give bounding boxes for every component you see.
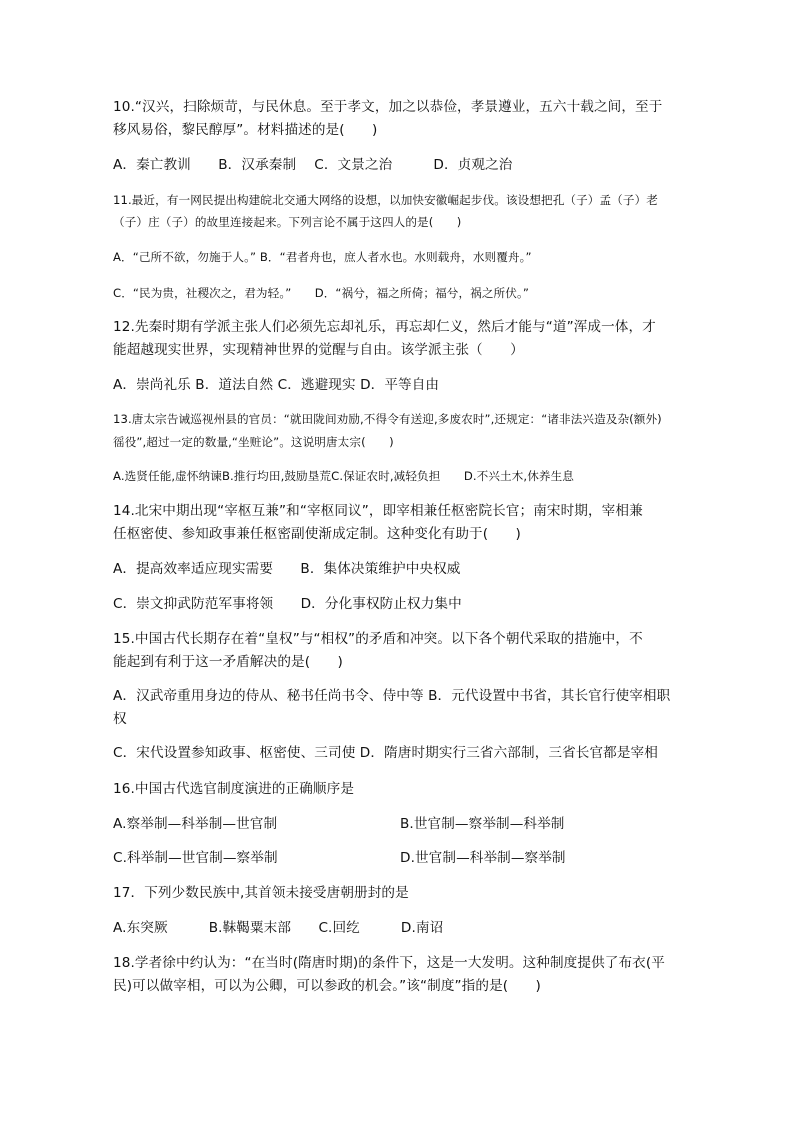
question-16-option-b: B.世官制—察举制—科举制 xyxy=(400,816,565,832)
question-15-options-1-cont: 权 xyxy=(113,711,127,727)
question-11-options-1: A．“己所不欲，勿施于人。” B．“君者舟也，庶人者水也。水则载舟，水则覆舟。” xyxy=(113,251,532,264)
question-16-option-c: C.科举制—世官制—察举制 xyxy=(113,850,278,866)
question-11-line-2: （子）庄（子）的故里连接起来。下列言论不属于这四人的是( ) xyxy=(113,216,462,229)
question-17-options: A.东突厥 B.靺鞨粟末部 C.回纥 D.南诏 xyxy=(113,920,444,936)
question-15-options-2: C．宋代设置参知政事、枢密使、三司使 D．隋唐时期实行三省六部制，三省长官都是宰相 xyxy=(113,745,658,761)
question-11-options-2: C．“民为贵，社稷次之，君为轻。” D．“祸兮，福之所倚；福兮，祸之所伏。” xyxy=(113,287,529,300)
question-13-line-2: 徭役”,超过一定的数量,“坐赃论”。这说明唐太宗( ) xyxy=(113,436,394,449)
question-14-options-1: A．提高效率适应现实需要 B．集体决策维护中央权威 xyxy=(113,561,461,577)
question-13-options: A.选贤任能,虚怀纳谏B.推行均田,鼓励垦荒C.保证农时,减轻负担 D.不兴土木,休养生息 xyxy=(113,470,574,483)
question-12-options: A．崇尚礼乐 B．道法自然 C．逃避现实 D．平等自由 xyxy=(113,377,440,393)
question-10-line-2: 移风易俗，黎民醇厚”。材料描述的是( ) xyxy=(113,122,378,138)
question-16-option-a: A.察举制—科举制—世官制 xyxy=(113,816,278,832)
question-17-line-1: 17．下列少数民族中,其首领未接受唐朝册封的是 xyxy=(113,885,409,901)
question-18-line-2: 民)可以做宰相，可以为公卿，可以参政的机会。”该“制度”指的是( ) xyxy=(113,978,541,994)
question-18-line-1: 18.学者徐中约认为：“在当时(隋唐时期)的条件下，这是一大发明。这种制度提供了布衣(平 xyxy=(113,955,665,971)
question-12-line-1: 12.先秦时期有学派主张人们必须先忘却礼乐，再忘却仁义，然后才能与“道”浑成一体，才 xyxy=(113,319,656,335)
question-13-line-1: 13.唐太宗告诫巡视州县的官员：“就田陇间劝励,不得令有送迎,多废农时”,还规定：“诸非法兴造及杂(额外) xyxy=(113,413,662,426)
question-11-line-1: 11.最近，有一网民提出构建皖北交通大网络的设想，以加快安徽崛起步伐。该设想把孔（子）孟（子）老 xyxy=(113,194,658,207)
question-16-option-d: D.世官制—科举制—察举制 xyxy=(400,850,566,866)
question-15-line-2: 能起到有利于这一矛盾解决的是( ) xyxy=(113,654,343,670)
question-12-line-2: 能超越现实世界，实现精神世界的觉醒与自由。该学派主张（ ） xyxy=(113,342,524,358)
question-14-options-2: C．崇文抑武防范军事将领 D．分化事权防止权力集中 xyxy=(113,596,462,612)
question-10-options: A．秦亡教训 B．汉承秦制 C．文景之治 D．贞观之治 xyxy=(113,157,513,173)
question-14-line-2: 任枢密使、参知政事兼任枢密副使渐成定制。这种变化有助于( ) xyxy=(113,526,521,542)
question-16-line-1: 16.中国古代选官制度演进的正确顺序是 xyxy=(113,781,355,797)
question-10-line-1: 10.“汉兴，扫除烦苛，与民休息。至于孝文，加之以恭俭，孝景遵业，五六十载之间，至于 xyxy=(113,99,663,115)
question-15-line-1: 15.中国古代长期存在着“皇权”与“相权”的矛盾和冲突。以下各个朝代采取的措施中，不 xyxy=(113,631,643,647)
question-15-options-1: A．汉武帝重用身边的侍从、秘书任尚书令、侍中等 B．元代设置中书省，其长官行使宰相职 xyxy=(113,688,671,704)
question-14-line-1: 14.北宋中期出现“宰枢互兼”和“宰枢同议”，即宰相兼任枢密院长官；南宋时期，宰相兼 xyxy=(113,503,643,519)
